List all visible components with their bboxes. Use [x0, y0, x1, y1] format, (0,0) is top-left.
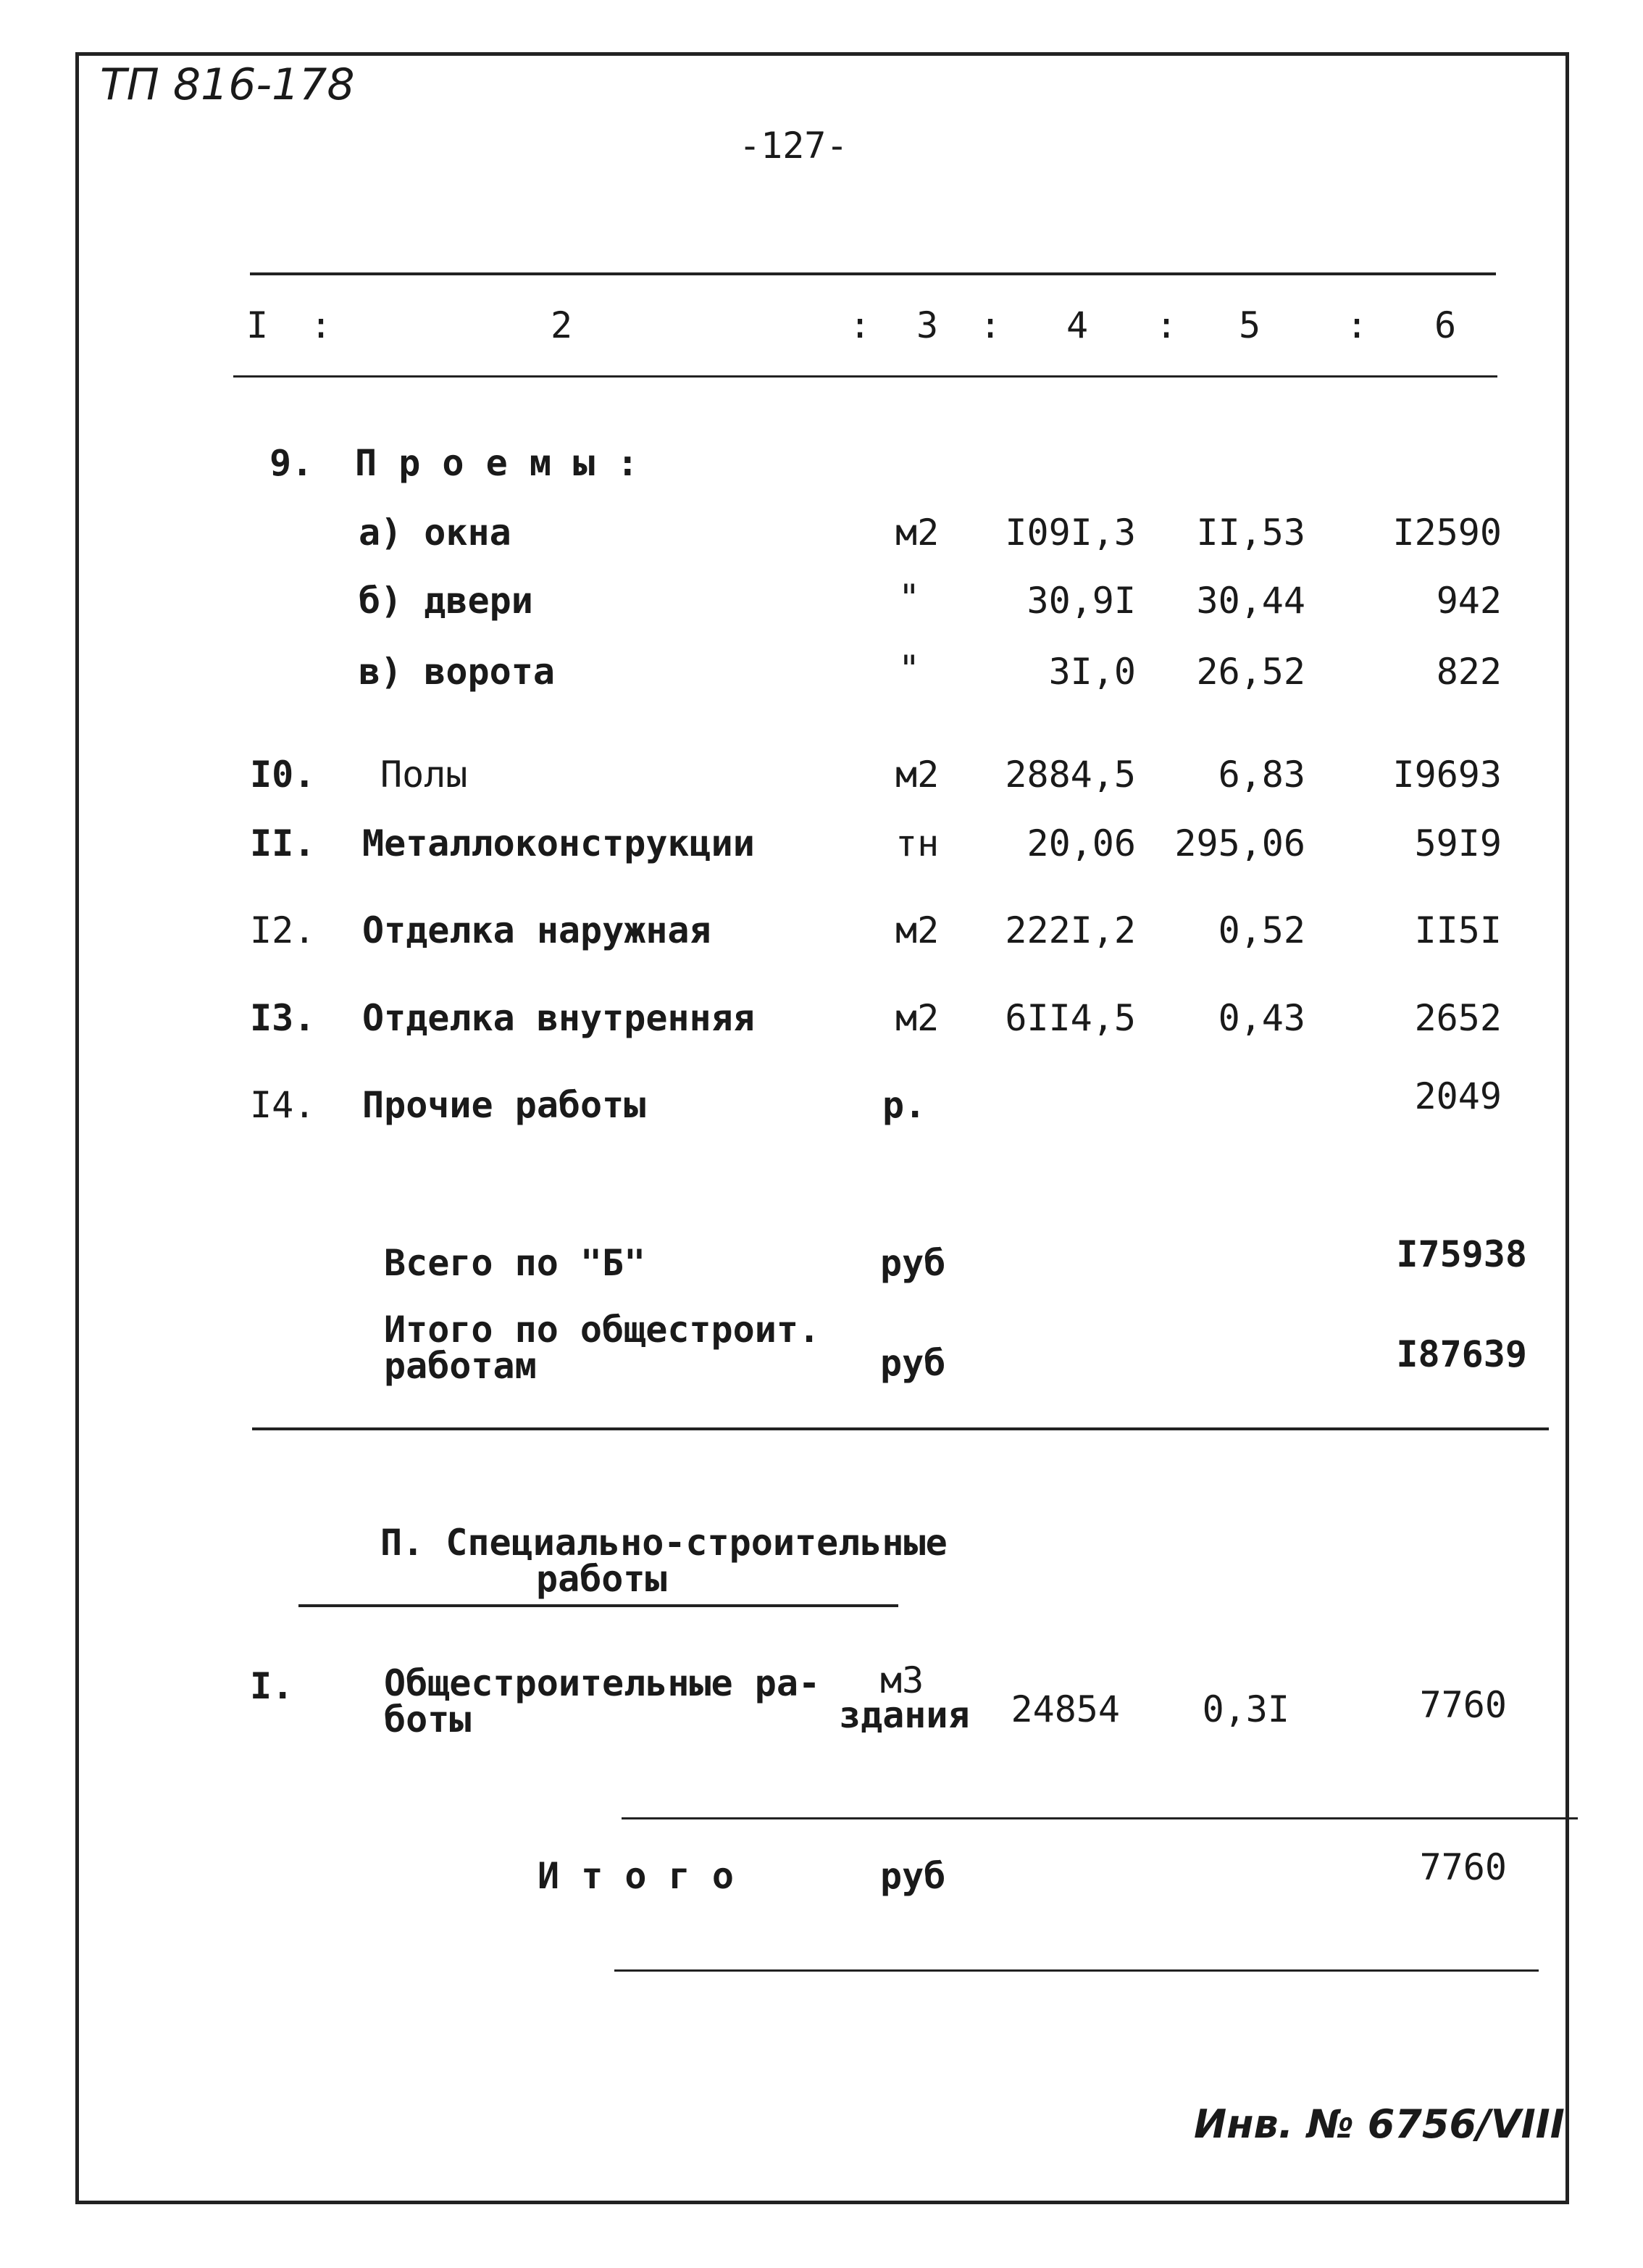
header-col-3: 3 [916, 304, 939, 346]
row-c5: 0,3I [1202, 1688, 1289, 1730]
row-name: в) ворота [359, 651, 555, 693]
row-name: Металлоконструкции [362, 822, 755, 864]
row-name: Прочие работы [362, 1084, 646, 1126]
row-c5: 26,52 [1196, 651, 1305, 693]
row-number: I. [250, 1665, 294, 1707]
header-col-1: I [246, 304, 269, 346]
row-c4: 2884,5 [1005, 754, 1136, 796]
row-number: II. [250, 822, 316, 864]
section-title-line2: работы [536, 1558, 667, 1600]
section-title-underline [298, 1604, 898, 1607]
header-top-rule [250, 272, 1496, 275]
row-number: I2. [250, 909, 316, 951]
row-unit: м2 [895, 512, 940, 554]
row-c5: 30,44 [1196, 580, 1305, 622]
total-unit: руб [880, 1242, 946, 1284]
row-name: б) двери [359, 580, 533, 622]
total-value: 7760 [1419, 1846, 1507, 1888]
row-c6: 942 [1436, 580, 1502, 622]
row-name: Полы [380, 754, 468, 796]
row-c4: I09I,3 [1005, 512, 1136, 554]
header-bottom-rule [233, 375, 1497, 378]
row-unit: м2 [895, 909, 940, 951]
row-c4: 30,9I [1027, 580, 1136, 622]
total-label-line2: работам [384, 1345, 537, 1387]
section-row-rule [622, 1817, 1578, 1819]
row-c5: 0,43 [1218, 997, 1305, 1039]
total-unit: руб [880, 1855, 946, 1897]
row-unit: " [898, 648, 921, 690]
row-c6: I2590 [1392, 512, 1502, 554]
row-c4: 3I,0 [1048, 651, 1136, 693]
row-name-line1: Общестроительные ра- [384, 1662, 821, 1704]
header-sep: : [979, 304, 1002, 346]
row-unit-line1: м3 [880, 1659, 924, 1701]
row-unit-line2: здания [839, 1694, 970, 1736]
header-sep: : [1346, 304, 1368, 346]
row-c5: 6,83 [1218, 754, 1305, 796]
header-sep: : [1155, 304, 1178, 346]
row-c6: 2049 [1414, 1075, 1502, 1117]
row-unit: р. [882, 1084, 927, 1126]
row-c5: 295,06 [1174, 822, 1305, 864]
row-name: Отделка наружная [362, 909, 711, 951]
total-unit: руб [880, 1342, 946, 1384]
row-c6: 2652 [1414, 997, 1502, 1039]
row-c4: 222I,2 [1005, 909, 1136, 951]
row-number: I4. [250, 1084, 316, 1126]
page-number: -127- [739, 125, 848, 167]
row-c6: I9693 [1392, 754, 1502, 796]
row-c5: II,53 [1196, 512, 1305, 554]
section-title-line1: П. Специально-строительные [380, 1522, 948, 1564]
row-unit: м2 [895, 997, 940, 1039]
row-c6: II5I [1414, 909, 1502, 951]
row-unit: тн [895, 822, 940, 864]
document-code: ТП 816-178 [100, 59, 355, 110]
row-name: П р о е м ы : [355, 442, 639, 484]
row-unit: " [898, 577, 921, 619]
header-sep: : [310, 304, 333, 346]
row-c6: 7760 [1419, 1684, 1507, 1726]
row-number: 9. [269, 442, 314, 484]
row-c4: 6II4,5 [1005, 997, 1136, 1039]
inventory-number: Инв. № 6756/VIII [1194, 2101, 1565, 2147]
header-col-5: 5 [1239, 304, 1261, 346]
row-name-line2: боты [384, 1698, 472, 1740]
total-value: I87639 [1396, 1333, 1527, 1375]
header-col-2: 2 [551, 304, 573, 346]
section-total-rule [614, 1969, 1539, 1972]
row-unit: м2 [895, 754, 940, 796]
header-col-6: 6 [1434, 304, 1457, 346]
total-label-line1: Итого по общестроит. [384, 1309, 821, 1351]
row-name: а) окна [359, 512, 511, 554]
header-sep: : [849, 304, 871, 346]
row-c5: 0,52 [1218, 909, 1305, 951]
row-number: I0. [250, 754, 316, 796]
totals-rule [252, 1427, 1549, 1430]
row-c6: 59I9 [1414, 822, 1502, 864]
row-number: I3. [250, 997, 316, 1039]
row-c6: 822 [1436, 651, 1502, 693]
total-label: И т о г о [538, 1855, 734, 1897]
total-value: I75938 [1396, 1233, 1527, 1275]
total-label: Всего по "Б" [384, 1242, 646, 1284]
row-c4: 24854 [1011, 1688, 1120, 1730]
header-col-4: 4 [1066, 304, 1089, 346]
row-name: Отделка внутренняя [362, 997, 755, 1039]
row-c4: 20,06 [1027, 822, 1136, 864]
